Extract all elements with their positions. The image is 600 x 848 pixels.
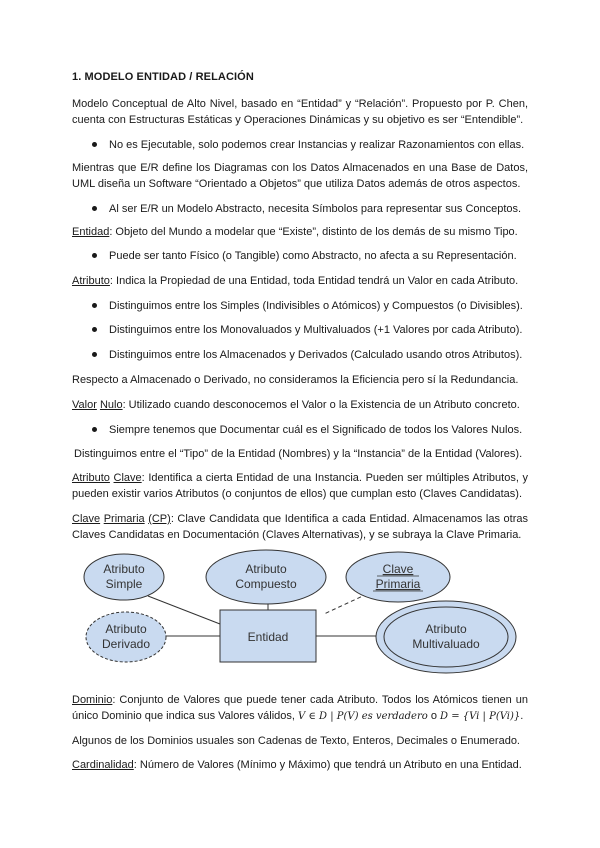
definition-clave-primaria: : Clave Candidata que Identifica a cada Entidad. Almacenamos las otras Claves Candidatas en Documentación (Claves Alternativas), y se subraya la Clave Primaria. <box>72 513 528 541</box>
bullet-text: Al ser E/R un Modelo Abstracto, necesita Símbolos para representar sus Conceptos. <box>109 203 522 215</box>
paragraph-dominio <box>72 692 528 725</box>
attribute-multivaluado-label-2: Multivaluado <box>412 637 480 651</box>
term-atributo: Atributo <box>72 275 110 287</box>
bullet-dot <box>92 427 97 432</box>
bullet-text: Siempre tenemos que Documentar cuál es el Significado de todos los Valores Nulos. <box>109 424 523 436</box>
bullet-text: Distinguimos entre los Monovaluados y Multivaluados (+1 Valores por cada Atributo). <box>109 324 523 336</box>
bullet-dot <box>92 253 97 258</box>
term-dominio: Dominio <box>72 694 113 706</box>
bullet-dot <box>92 303 97 308</box>
bullet-item <box>92 422 522 438</box>
section-heading: 1. MODELO ENTIDAD / RELACIÓN <box>72 71 254 83</box>
bullet-text: No es Ejecutable, solo podemos crear Instancias y realizar Razonamientos con ellas. <box>109 139 525 151</box>
attribute-compuesto <box>206 550 326 604</box>
math-formula-1: V ∈ D | P(V) es verdadero <box>298 711 428 722</box>
dominio-connector: o <box>427 710 440 722</box>
paragraph-tipo-instancia: Distinguimos entre el “Tipo” de la Entidad (Nombres) y la “Instancia” de la Entidad (Valores). <box>74 448 523 460</box>
dominio-end: . <box>520 710 524 722</box>
attribute-compuesto-label-1: Atributo <box>245 562 287 576</box>
er-diagram <box>80 548 526 676</box>
bullet-item <box>92 298 523 314</box>
definition-valor-nulo: : Utilizado cuando desconocemos el Valor o la Existencia de un Atributo concreto. <box>122 399 520 411</box>
bullet-item <box>92 347 522 363</box>
term-nulo: Nulo <box>99 399 123 411</box>
paragraph-cardinalidad <box>72 757 528 773</box>
definition-atributo-clave: : Identifica a cierta Entidad de una Instancia. Pueden ser múltiples Atributos, y pueden existir varios Atributos (o conjuntos de ellos) que cumplan esto (Claves Candidatas). <box>72 472 528 500</box>
attribute-simple <box>84 554 164 600</box>
paragraph-dominios-usuales: Algunos de los Dominios usuales son Cadenas de Texto, Enteros, Decimales o Enumerado. <box>72 735 520 747</box>
term-primaria: Primaria <box>103 513 145 525</box>
attribute-derivado-label-2: Derivado <box>101 637 151 651</box>
term-clave: Clave <box>72 513 101 525</box>
attribute-derivado-label-1: Atributo <box>105 622 147 636</box>
attribute-simple-label-2: Simple <box>105 577 143 591</box>
attribute-simple-label-1: Atributo <box>103 562 145 576</box>
connector-simple <box>148 596 220 624</box>
math-formula-2: D = {Vi | P(Vi)} <box>440 711 521 722</box>
attribute-clave-primaria <box>346 552 450 602</box>
attribute-multivaluado-label-1: Atributo <box>425 622 467 636</box>
definition-entidad: : Objeto del Mundo a modelar que “Existe”, distinto de los demás de su mismo Tipo. <box>109 226 518 238</box>
paragraph-atributo-clave <box>72 470 528 502</box>
attribute-multivaluado <box>376 601 516 673</box>
term-cardinalidad: Cardinalidad <box>72 759 134 771</box>
attribute-clave-primaria-label-2: Primaria <box>375 577 421 591</box>
bullet-item <box>92 248 517 264</box>
bullet-text: Distinguimos entre los Simples (Indivisibles o Atómicos) y Compuestos (o Divisibles). <box>109 300 523 312</box>
paragraph-redundancia: Respecto a Almacenado o Derivado, no consideramos la Eficiencia pero sí la Redundancia. <box>72 374 519 386</box>
bullet-text: Distinguimos entre los Almacenados y Derivados (Calculado usando otros Atributos). <box>109 349 523 361</box>
entity-box <box>220 610 316 662</box>
term-entidad: Entidad <box>72 226 110 238</box>
term-valor: Valor <box>72 399 97 411</box>
bullet-dot <box>92 352 97 357</box>
bullet-item <box>92 201 521 217</box>
paragraph-clave-primaria <box>72 511 528 543</box>
attribute-derivado <box>86 612 166 662</box>
paragraph-intro: Modelo Conceptual de Alto Nivel, basado en “Entidad” y “Relación”. Propuesto por P. Chen, cuenta con Estructuras Estáticas y Operaciones Dinámicas y su objetivo es ser “Entendible”. <box>72 98 528 126</box>
paragraph-uml: Mientras que E/R define los Diagramas con los Datos Almacenados en una Base de Datos, UML diseña un Software “Orientado a Objetos” que utiliza Datos además de otros aspectos. <box>72 162 528 190</box>
definition-cardinalidad: : Número de Valores (Mínimo y Máximo) que tendrá un Atributo en una Entidad. <box>133 759 522 771</box>
bullet-dot <box>92 142 97 147</box>
bullet-text: Puede ser tanto Físico (o Tangible) como Abstracto, no afecta a su Representación. <box>109 250 517 262</box>
bullet-dot <box>92 206 97 211</box>
bullet-dot <box>92 327 97 332</box>
paragraph-entidad <box>72 224 528 240</box>
term-atributo: Atributo <box>72 472 110 484</box>
paragraph-valor-nulo <box>72 397 528 413</box>
attribute-clave-primaria-label-1: Clave <box>382 562 414 576</box>
definition-dominio: : Conjunto de Valores que puede tener cada Atributo. Todos los Atómicos tienen un único Dominio que indica sus Valores válidos, <box>72 694 528 722</box>
paragraph-atributo <box>72 273 528 289</box>
entity-label: Entidad <box>247 630 289 644</box>
definition-atributo: : Indica la Propiedad de una Entidad, toda Entidad tendrá un Valor en cada Atributo. <box>109 275 519 287</box>
term-cp: (CP) <box>148 513 171 525</box>
term-clave: Clave <box>113 472 142 484</box>
attribute-compuesto-label-2: Compuesto <box>235 577 297 591</box>
bullet-item <box>92 322 522 338</box>
bullet-item <box>92 137 524 153</box>
